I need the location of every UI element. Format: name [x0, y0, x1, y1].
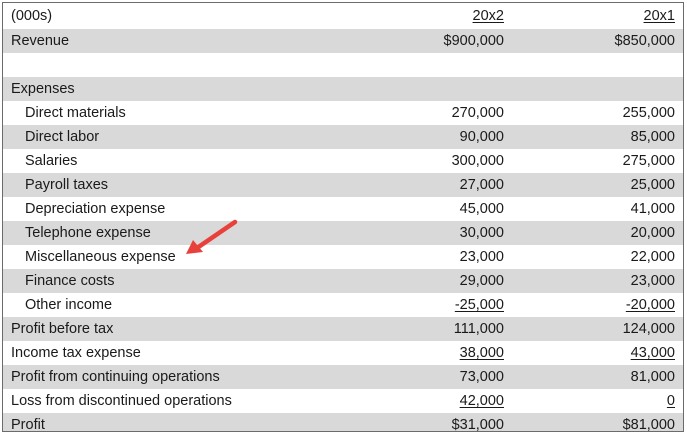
value-20x2: 45,000	[459, 201, 504, 217]
row-label: Profit	[11, 417, 45, 432]
value-20x2: 270,000	[451, 105, 504, 121]
row-label: Other income	[25, 297, 113, 313]
value-20x1: 275,000	[622, 153, 675, 169]
row-loss-discontinued-operations	[3, 389, 683, 413]
value-20x2: 30,000	[459, 225, 504, 241]
value-20x2: 23,000	[459, 249, 504, 265]
value-20x2: 90,000	[459, 129, 504, 145]
row-profit-continuing-operations	[3, 365, 683, 389]
row-income-tax-expense	[3, 341, 683, 365]
value-20x1: 85,000	[630, 129, 675, 145]
row-label: Income tax expense	[11, 345, 141, 361]
value-20x1: 255,000	[622, 105, 675, 121]
row-salaries	[3, 149, 683, 173]
row-payroll-taxes	[3, 173, 683, 197]
row-profit-before-tax	[3, 317, 683, 341]
row-label: Revenue	[11, 33, 70, 49]
row-label: Telephone expense	[25, 225, 151, 241]
value-20x1: $850,000	[614, 33, 675, 49]
row-label: Miscellaneous expense	[25, 249, 176, 265]
value-20x2: 29,000	[459, 273, 504, 289]
value-20x1: 41,000	[630, 201, 675, 217]
value-20x1: 43,000	[630, 345, 675, 361]
value-20x1: 0	[666, 393, 675, 409]
value-20x1: 22,000	[630, 249, 675, 265]
red-arrow-annotation	[183, 214, 243, 258]
value-20x2: $31,000	[451, 417, 504, 432]
value-20x2: 27,000	[459, 177, 504, 193]
arrow-shaft	[197, 222, 235, 248]
row-profit	[3, 413, 683, 432]
value-20x2: 38,000	[459, 345, 504, 361]
value-20x2: 73,000	[459, 369, 504, 385]
value-20x1: -20,000	[625, 297, 675, 313]
value-20x2: 42,000	[459, 393, 504, 409]
value-20x1: 23,000	[630, 273, 675, 289]
row-miscellaneous-expense	[3, 245, 683, 269]
value-20x1: 20,000	[630, 225, 675, 241]
value-20x1: 25,000	[630, 177, 675, 193]
row-direct-materials	[3, 101, 683, 125]
row-blank	[3, 53, 683, 77]
column-header-20x2: 20x2	[472, 8, 504, 24]
row-telephone-expense	[3, 221, 683, 245]
section-heading: Expenses	[11, 81, 75, 97]
row-label: Depreciation expense	[25, 201, 166, 217]
row-direct-labor	[3, 125, 683, 149]
value-20x2: -25,000	[454, 297, 504, 313]
row-finance-costs	[3, 269, 683, 293]
row-other-income	[3, 293, 683, 317]
income-statement-table	[2, 2, 684, 432]
column-header-20x1: 20x1	[643, 8, 675, 24]
value-20x1: $81,000	[622, 417, 675, 432]
header-row	[3, 3, 683, 29]
row-revenue	[3, 29, 683, 53]
row-label: Profit from continuing operations	[11, 369, 220, 385]
value-20x2: 300,000	[451, 153, 504, 169]
row-expenses-heading	[3, 77, 683, 101]
value-20x1: 124,000	[622, 321, 675, 337]
value-20x2: 111,000	[453, 321, 504, 337]
row-depreciation-expense	[3, 197, 683, 221]
row-label: Finance costs	[25, 273, 115, 289]
row-label: Direct labor	[25, 129, 100, 145]
row-label: Direct materials	[25, 105, 126, 121]
row-label: Payroll taxes	[25, 177, 109, 193]
row-label: Profit before tax	[11, 321, 114, 337]
value-20x2: $900,000	[443, 33, 504, 49]
units-label: (000s)	[11, 8, 53, 24]
row-label: Loss from discontinued operations	[11, 393, 232, 409]
value-20x1: 81,000	[630, 369, 675, 385]
row-label: Salaries	[25, 153, 78, 169]
